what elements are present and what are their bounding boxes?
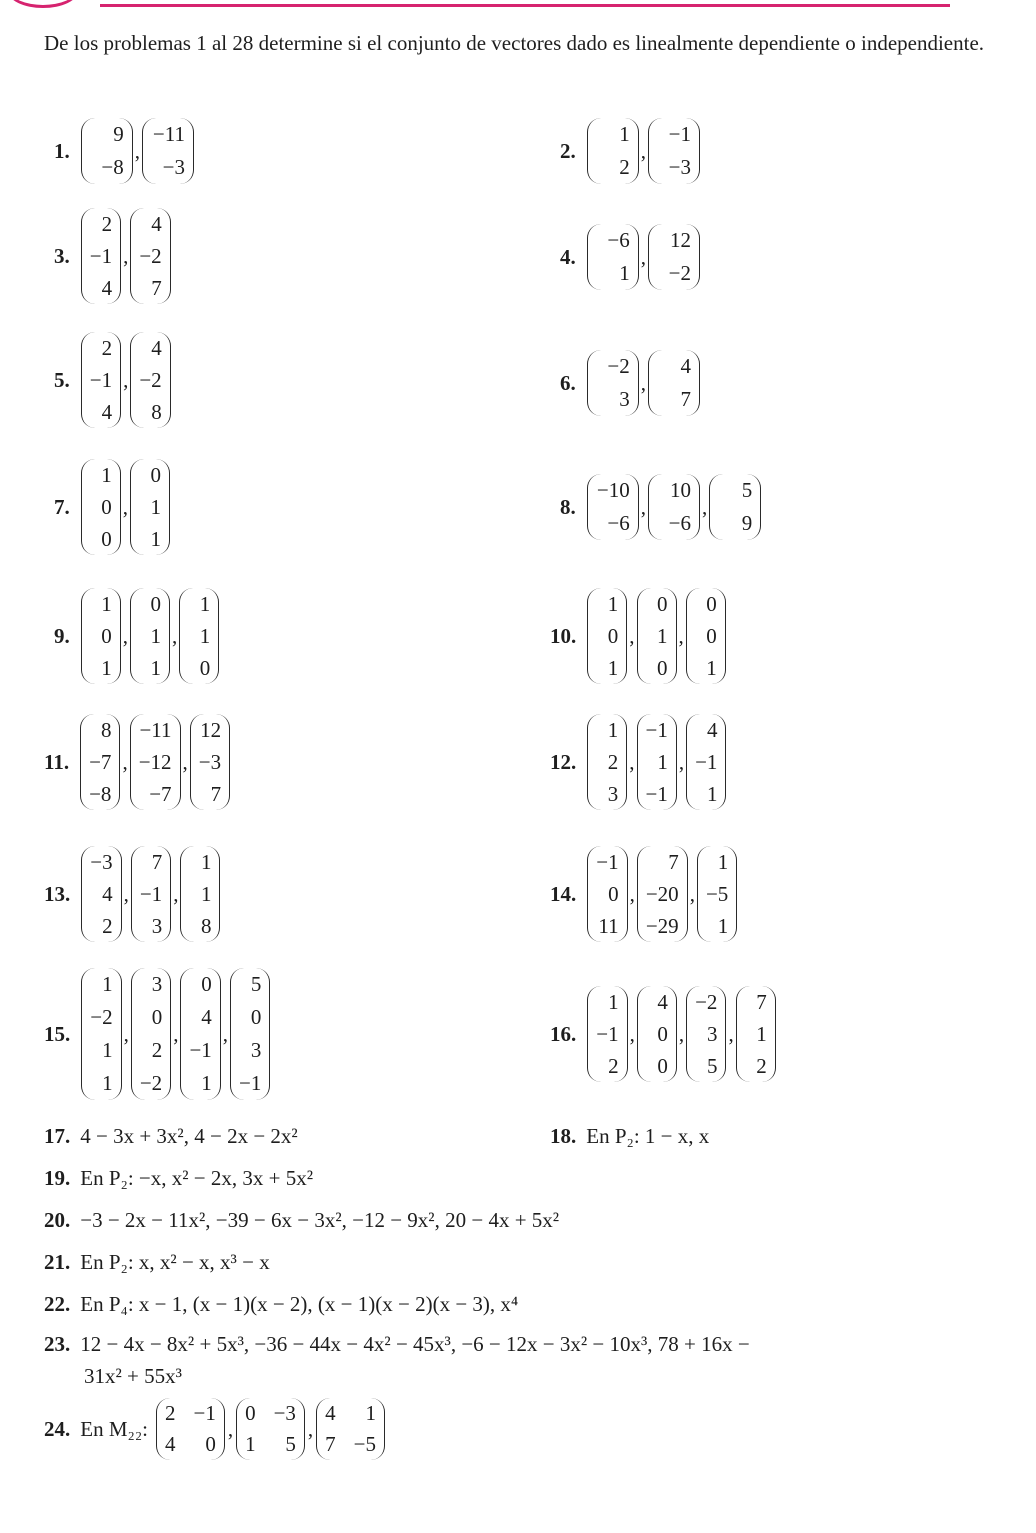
problem-10 bbox=[550, 588, 727, 684]
separator-comma: , bbox=[678, 1021, 685, 1046]
vector-component: 3 bbox=[619, 387, 630, 411]
vector-component: −10 bbox=[596, 478, 630, 502]
vector-component: 1 bbox=[619, 261, 630, 285]
problem-number: 4. bbox=[560, 244, 576, 269]
column-vector bbox=[179, 588, 219, 684]
vector-component: 1 bbox=[150, 655, 161, 680]
column-vector bbox=[648, 350, 700, 416]
vector-component: 8 bbox=[200, 913, 212, 938]
problem-number: 9. bbox=[54, 623, 70, 648]
vector-component: 1 bbox=[150, 623, 161, 648]
matrix-entry: 4 bbox=[164, 1432, 176, 1456]
vector-component: −2 bbox=[668, 261, 691, 285]
vector-component: 10 bbox=[670, 478, 691, 502]
problem-number: 12. bbox=[550, 749, 577, 774]
problem-15 bbox=[44, 968, 271, 1100]
vector-component: −5 bbox=[705, 881, 729, 906]
vector-component: 0 bbox=[151, 1005, 163, 1029]
problem-expression: En P₂: −x, x² − 2x, 3x + 5x² bbox=[80, 1166, 314, 1190]
problem-number: 13. bbox=[44, 881, 71, 906]
vector-component: 9 bbox=[113, 122, 124, 146]
vector-component: 3 bbox=[151, 972, 163, 996]
problem-14 bbox=[550, 846, 738, 942]
problem-number: 8. bbox=[560, 494, 576, 519]
vector-component: 4 bbox=[201, 1005, 212, 1029]
corner-decoration bbox=[8, 0, 78, 8]
vector-component: 0 bbox=[657, 1021, 668, 1046]
matrix-entry: 4 bbox=[325, 1401, 336, 1425]
column-vector bbox=[180, 968, 220, 1100]
vector-component: 12 bbox=[200, 717, 222, 742]
vector-component: 4 bbox=[101, 275, 113, 300]
separator-comma: , bbox=[702, 494, 708, 519]
problem-prefix: En M₂₂: bbox=[80, 1416, 148, 1441]
vector-component: −2 bbox=[90, 1005, 113, 1029]
vector-component: −20 bbox=[645, 881, 679, 906]
problem-number: 22. bbox=[44, 1292, 71, 1316]
problem-expression: −3 − 2x − 11x², −39 − 6x − 3x², −12 − 9x², 20 − 4x + 5x² bbox=[80, 1208, 560, 1232]
problem-expression: 4 − 3x + 3x², 4 − 2x − 2x² bbox=[80, 1124, 298, 1148]
vector-component: −8 bbox=[89, 781, 112, 806]
vector-component: 0 bbox=[150, 462, 161, 487]
problem-number: 21. bbox=[44, 1250, 71, 1274]
column-vector bbox=[637, 588, 677, 684]
problem-11 bbox=[44, 714, 231, 810]
vector-component: 1 bbox=[657, 623, 668, 648]
vector-component: 1 bbox=[102, 1038, 113, 1062]
problem-20 bbox=[44, 1208, 559, 1233]
vector-component: 0 bbox=[201, 972, 212, 996]
column-vector bbox=[81, 846, 121, 942]
separator-comma: , bbox=[173, 881, 179, 906]
vector-component: −3 bbox=[668, 155, 691, 179]
vector-component: −1 bbox=[668, 122, 691, 146]
problem-number: 7. bbox=[54, 494, 70, 519]
matrix-entry: −3 bbox=[273, 1401, 296, 1425]
problem-19 bbox=[44, 1166, 313, 1191]
vector-component: −2 bbox=[139, 243, 162, 268]
vector-component: 1 bbox=[201, 1071, 212, 1095]
vector-component: 1 bbox=[200, 881, 212, 906]
problem-23 bbox=[44, 1332, 750, 1357]
vector-component: 2 bbox=[756, 1053, 767, 1078]
problem-16 bbox=[550, 986, 777, 1082]
column-vector bbox=[180, 846, 220, 942]
column-vector bbox=[230, 968, 270, 1100]
column-vector bbox=[80, 714, 120, 810]
vector-component: 2 bbox=[151, 1038, 163, 1062]
vector-component: 1 bbox=[101, 591, 112, 616]
vector-component: 5 bbox=[250, 972, 262, 996]
separator-comma: , bbox=[123, 367, 129, 392]
vector-component: −1 bbox=[89, 243, 113, 268]
separator-comma: , bbox=[182, 749, 188, 774]
column-vector bbox=[736, 986, 776, 1082]
vector-component: 1 bbox=[101, 462, 112, 487]
separator-comma: , bbox=[227, 1416, 234, 1441]
problem-number: 11. bbox=[44, 749, 70, 774]
column-vector bbox=[587, 474, 639, 540]
vector-component: 1 bbox=[150, 494, 161, 519]
vector-component: 8 bbox=[100, 717, 112, 742]
vector-component: −1 bbox=[89, 367, 113, 392]
column-vector bbox=[697, 846, 737, 942]
vector-component: 2 bbox=[101, 211, 113, 236]
vector-component: 0 bbox=[657, 1053, 668, 1078]
vector-component: −3 bbox=[198, 749, 222, 774]
vector-component: 0 bbox=[199, 655, 211, 680]
separator-comma: , bbox=[173, 1021, 179, 1046]
vector-component: 1 bbox=[717, 913, 729, 938]
vector-component: −2 bbox=[139, 367, 162, 392]
vector-component: 1 bbox=[619, 122, 630, 146]
problem-number: 1. bbox=[54, 138, 70, 163]
problem-number: 24. bbox=[44, 1416, 71, 1441]
column-vector bbox=[130, 208, 170, 304]
vector-component: 1 bbox=[608, 989, 619, 1014]
separator-comma: , bbox=[640, 494, 646, 519]
column-vector bbox=[648, 224, 700, 290]
problem-23-continuation: 31x² + 55x³ bbox=[84, 1364, 182, 1388]
vector-component: −3 bbox=[90, 849, 113, 874]
vector-component: 7 bbox=[756, 989, 767, 1014]
vector-component: 1 bbox=[706, 781, 718, 806]
vector-component: −11 bbox=[152, 122, 185, 146]
matrix-entry: 7 bbox=[325, 1432, 336, 1456]
problem-number: 18. bbox=[550, 1124, 577, 1148]
vector-component: 1 bbox=[706, 655, 717, 680]
problem-18 bbox=[550, 1124, 709, 1149]
column-vector bbox=[686, 986, 726, 1082]
vector-component: 2 bbox=[619, 155, 630, 179]
column-vector bbox=[81, 588, 121, 684]
problem-number: 14. bbox=[550, 881, 577, 906]
vector-component: 3 bbox=[706, 1021, 718, 1046]
vector-component: 1 bbox=[199, 591, 211, 616]
problem-number: 3. bbox=[54, 243, 70, 268]
column-vector bbox=[686, 588, 726, 684]
vector-component: 1 bbox=[717, 849, 729, 874]
column-vector bbox=[81, 968, 121, 1100]
vector-component: 1 bbox=[150, 526, 161, 551]
separator-comma: , bbox=[629, 623, 635, 648]
matrix-entry: 1 bbox=[365, 1401, 377, 1425]
vector-component: 2 bbox=[607, 749, 619, 774]
vector-component: 1 bbox=[102, 1071, 113, 1095]
vector-component: −11 bbox=[139, 717, 172, 742]
separator-comma: , bbox=[123, 881, 129, 906]
problem-6 bbox=[560, 350, 701, 416]
separator-comma: , bbox=[134, 138, 140, 163]
vector-component: −29 bbox=[645, 913, 679, 938]
vector-component: 12 bbox=[670, 228, 691, 252]
vector-component: 3 bbox=[250, 1038, 262, 1062]
problem-13 bbox=[44, 846, 221, 942]
vector-component: 0 bbox=[607, 623, 619, 648]
column-vector bbox=[587, 118, 639, 184]
vector-component: −1 bbox=[695, 749, 718, 774]
matrix-2x2 bbox=[316, 1398, 385, 1460]
vector-component: −2 bbox=[139, 1071, 163, 1095]
vector-component: 4 bbox=[102, 881, 113, 906]
vector-component: 7 bbox=[151, 275, 162, 300]
column-vector bbox=[587, 350, 639, 416]
vector-component: −1 bbox=[189, 1038, 212, 1062]
separator-comma: , bbox=[640, 370, 646, 395]
separator-comma: , bbox=[123, 1021, 129, 1046]
problem-expression: En P₂: 1 − x, x bbox=[586, 1124, 710, 1148]
matrix-entry: 5 bbox=[285, 1432, 296, 1456]
vector-component: −8 bbox=[101, 155, 124, 179]
column-vector bbox=[587, 986, 627, 1082]
intro-text: De los problemas 1 al 28 determine si el conjunto de vectores dado es linealmente dependiente o independiente. bbox=[44, 31, 985, 55]
column-vector bbox=[130, 588, 170, 684]
column-vector bbox=[637, 846, 688, 942]
matrix-entry: −5 bbox=[353, 1432, 377, 1456]
vector-component: 0 bbox=[101, 526, 112, 551]
vector-component: 4 bbox=[151, 211, 162, 236]
problem-number: 2. bbox=[560, 138, 576, 163]
problem-number: 19. bbox=[44, 1166, 71, 1190]
vector-component: 0 bbox=[250, 1005, 262, 1029]
vector-component: 1 bbox=[101, 655, 112, 680]
separator-comma: , bbox=[640, 138, 646, 163]
problem-21 bbox=[44, 1250, 270, 1275]
vector-component: 1 bbox=[102, 972, 113, 996]
column-vector bbox=[81, 459, 121, 555]
vector-component: −3 bbox=[162, 155, 185, 179]
problem-8 bbox=[560, 474, 762, 540]
column-vector bbox=[637, 714, 677, 810]
matrix-entry: 0 bbox=[245, 1401, 256, 1425]
column-vector bbox=[648, 474, 700, 540]
problem-number: 10. bbox=[550, 623, 577, 648]
column-vector bbox=[637, 986, 677, 1082]
vector-component: 0 bbox=[150, 591, 161, 616]
vector-component: 7 bbox=[151, 849, 163, 874]
separator-comma: , bbox=[678, 623, 684, 648]
column-vector bbox=[142, 118, 194, 184]
vector-component: 4 bbox=[706, 717, 718, 742]
separator-comma: , bbox=[629, 749, 635, 774]
matrix-2x2 bbox=[236, 1398, 305, 1460]
vector-component: 5 bbox=[741, 478, 753, 502]
vector-component: −6 bbox=[668, 511, 691, 535]
problem-expression: En P₂: x, x² − x, x³ − x bbox=[80, 1250, 270, 1274]
column-vector bbox=[81, 118, 133, 184]
problem-number: 15. bbox=[44, 1021, 71, 1046]
vector-component: −12 bbox=[138, 749, 172, 774]
vector-component: 0 bbox=[657, 655, 668, 680]
vector-component: 11 bbox=[598, 913, 619, 938]
vector-component: 0 bbox=[608, 881, 619, 906]
vector-component: −1 bbox=[239, 1071, 262, 1095]
separator-comma: , bbox=[222, 1021, 229, 1046]
vector-component: 1 bbox=[657, 749, 668, 774]
vector-component: 1 bbox=[756, 1021, 767, 1046]
matrix-entry: 0 bbox=[205, 1432, 216, 1456]
separator-comma: , bbox=[122, 494, 128, 519]
problem-number: 6. bbox=[560, 370, 576, 395]
separator-comma: , bbox=[122, 749, 128, 774]
separator-comma: , bbox=[122, 623, 128, 648]
vector-component: 3 bbox=[151, 913, 163, 938]
separator-comma: , bbox=[689, 881, 695, 906]
vector-component: 4 bbox=[151, 335, 162, 360]
problem-1 bbox=[54, 118, 195, 184]
vector-component: −7 bbox=[89, 749, 112, 774]
vector-component: 4 bbox=[101, 399, 113, 424]
vector-component: 5 bbox=[706, 1053, 718, 1078]
vector-component: 1 bbox=[607, 655, 619, 680]
problem-12 bbox=[550, 714, 727, 810]
vector-component: −2 bbox=[607, 354, 630, 378]
vector-component: 0 bbox=[657, 591, 668, 616]
column-vector bbox=[130, 714, 181, 810]
problem-number: 5. bbox=[54, 367, 70, 392]
problem-9 bbox=[54, 588, 220, 684]
vector-component: −6 bbox=[607, 511, 630, 535]
matrix-entry: 1 bbox=[245, 1432, 256, 1456]
vector-component: 7 bbox=[210, 781, 222, 806]
column-vector bbox=[190, 714, 230, 810]
matrix-2x2 bbox=[156, 1398, 225, 1460]
column-vector bbox=[130, 332, 170, 428]
vector-component: 0 bbox=[101, 623, 112, 648]
column-vector bbox=[648, 118, 700, 184]
vector-component: 1 bbox=[199, 623, 211, 648]
vector-component: 4 bbox=[680, 354, 691, 378]
vector-component: 7 bbox=[680, 387, 691, 411]
vector-component: −7 bbox=[149, 781, 172, 806]
matrix-entry: −1 bbox=[193, 1401, 216, 1425]
problem-3 bbox=[54, 208, 172, 304]
vector-component: 4 bbox=[657, 989, 668, 1014]
separator-comma: , bbox=[123, 243, 129, 268]
separator-comma: , bbox=[629, 1021, 635, 1046]
column-vector bbox=[709, 474, 761, 540]
column-vector bbox=[81, 332, 121, 428]
vector-component: 2 bbox=[608, 1053, 619, 1078]
vector-component: 0 bbox=[706, 623, 717, 648]
vector-component: −1 bbox=[645, 781, 668, 806]
problem-2 bbox=[560, 118, 701, 184]
vector-component: 1 bbox=[607, 591, 619, 616]
vector-component: −2 bbox=[695, 989, 718, 1014]
column-vector bbox=[587, 588, 627, 684]
column-vector bbox=[81, 208, 121, 304]
vector-component: 0 bbox=[706, 591, 717, 616]
column-vector bbox=[686, 714, 726, 810]
separator-comma: , bbox=[629, 881, 635, 906]
separator-comma: , bbox=[728, 1021, 734, 1046]
vector-component: 8 bbox=[151, 399, 162, 424]
vector-component: 0 bbox=[101, 494, 112, 519]
vector-component: 2 bbox=[102, 913, 113, 938]
column-vector bbox=[587, 846, 627, 942]
vector-component: 3 bbox=[607, 781, 619, 806]
problem-number: 23. bbox=[44, 1332, 71, 1356]
column-vector bbox=[587, 714, 627, 810]
problem-17 bbox=[44, 1124, 298, 1149]
vector-component: 1 bbox=[607, 717, 619, 742]
separator-comma: , bbox=[678, 749, 685, 774]
vector-component: 1 bbox=[200, 849, 212, 874]
separator-comma: , bbox=[307, 1416, 314, 1441]
column-vector bbox=[131, 846, 171, 942]
problem-expression: En P₄: x − 1, (x − 1)(x − 2), (x − 1)(x − 2)(x − 3), x⁴ bbox=[80, 1292, 519, 1316]
vector-component: −1 bbox=[139, 881, 163, 906]
header-rule bbox=[100, 4, 950, 7]
problem-7 bbox=[54, 459, 171, 555]
matrix-entry: 2 bbox=[164, 1401, 176, 1425]
problem-5 bbox=[54, 332, 172, 428]
problem-24 bbox=[44, 1398, 387, 1460]
problem-expression-line1: 12 − 4x − 8x² + 5x³, −36 − 44x − 4x² − 45x³, −6 − 12x − 3x² − 10x³, 78 + 16x − bbox=[80, 1332, 750, 1356]
column-vector bbox=[130, 459, 170, 555]
problem-number: 16. bbox=[550, 1021, 577, 1046]
problem-number: 17. bbox=[44, 1124, 71, 1148]
vector-component: −1 bbox=[596, 849, 619, 874]
column-vector bbox=[131, 968, 171, 1100]
vector-component: −1 bbox=[645, 717, 668, 742]
column-vector bbox=[587, 224, 639, 290]
vector-component: −6 bbox=[607, 228, 630, 252]
vector-component: −1 bbox=[596, 1021, 619, 1046]
separator-comma: , bbox=[640, 244, 646, 269]
vector-component: 9 bbox=[741, 511, 753, 535]
vector-component: 2 bbox=[101, 335, 113, 360]
separator-comma: , bbox=[172, 623, 178, 648]
problem-22 bbox=[44, 1292, 518, 1317]
problem-4 bbox=[560, 224, 701, 290]
vector-component: 7 bbox=[668, 849, 679, 874]
problem-number: 20. bbox=[44, 1208, 71, 1232]
